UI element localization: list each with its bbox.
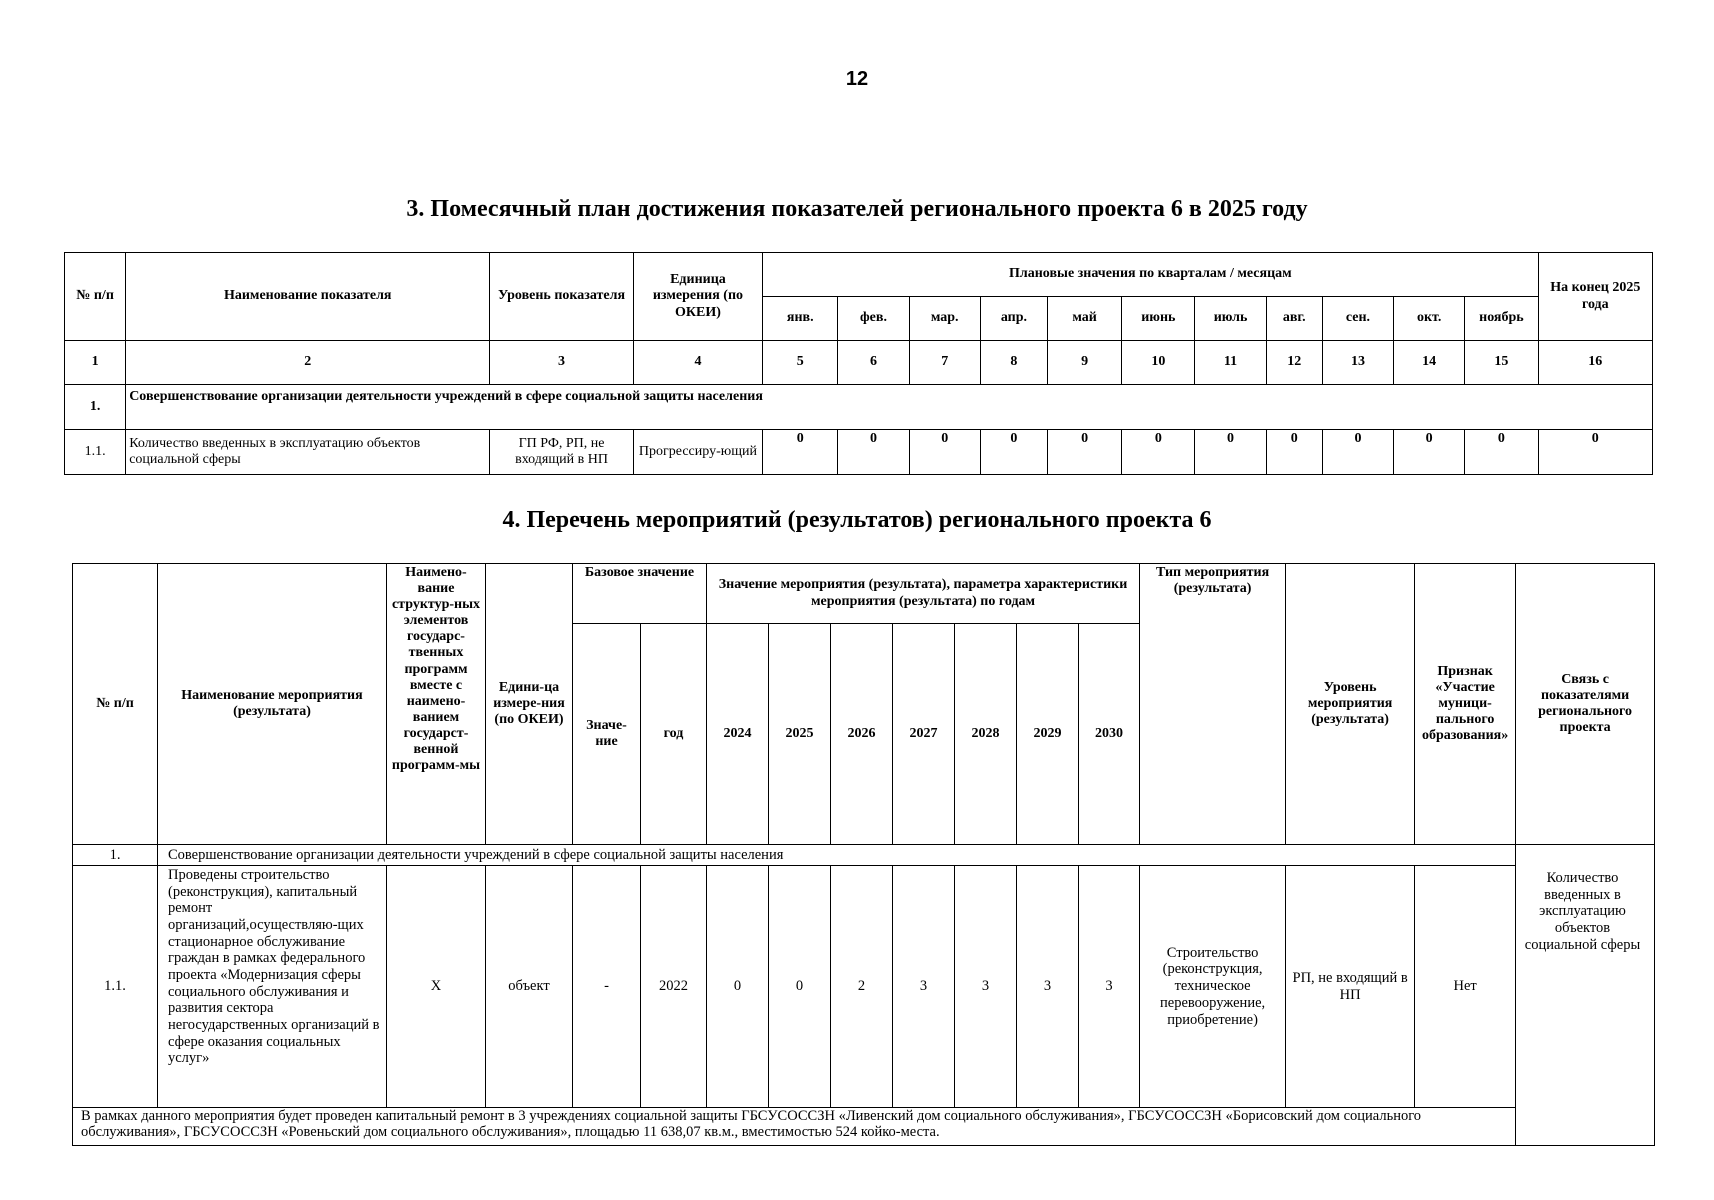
- header-year: 2028: [955, 624, 1017, 845]
- column-number: 14: [1394, 341, 1465, 385]
- column-number-row: [65, 341, 1653, 385]
- row-activity-type: Строительство (реконструкция, техническое перевооружение, приобретение): [1140, 866, 1286, 1108]
- row-month-value: 0: [763, 430, 838, 475]
- row-year-value: 3: [1017, 866, 1079, 1108]
- column-number: 2: [126, 341, 490, 385]
- row-month-value: 0: [1266, 430, 1322, 475]
- row-year-value: 2: [831, 866, 893, 1108]
- header-year: 2024: [707, 624, 769, 845]
- header-base-value-value: Значе-ние: [573, 624, 641, 845]
- column-number: 1: [65, 341, 126, 385]
- row-indicator-level: ГП РФ, РП, не входящий в НП: [490, 430, 633, 475]
- row-activity-name: Проведены строительство (реконструкция), капитальный ремонт организаций,осуществляю-щих стационарное обслуживание граждан в рамках федерального проекта «Модернизация сферы социального обслуживания и развития сектора негосударственных организаций в сфере оказания социальных услуг»: [158, 866, 387, 1108]
- column-number: 4: [633, 341, 762, 385]
- column-number: 7: [909, 341, 980, 385]
- row-unit: объект: [486, 866, 573, 1108]
- group-num: 1.: [65, 385, 126, 430]
- row-unit: Прогрессиру-ющий: [633, 430, 762, 475]
- header-indicator-level: Уровень показателя: [490, 253, 633, 341]
- header-month: мар.: [909, 297, 980, 341]
- header-month: фев.: [838, 297, 909, 341]
- header-month: май: [1048, 297, 1122, 341]
- header-indicator-name: Наименование показателя: [126, 253, 490, 341]
- header-year: 2025: [769, 624, 831, 845]
- header-month: сен.: [1322, 297, 1393, 341]
- row-base-year: 2022: [641, 866, 707, 1108]
- header-activity-name: Наименование мероприятия (результата): [158, 564, 387, 845]
- column-number: 16: [1538, 341, 1652, 385]
- row-month-value: 0: [838, 430, 909, 475]
- header-num: № п/п: [73, 564, 158, 845]
- row-year-value: 3: [955, 866, 1017, 1108]
- header-unit: Едини-ца измере-ния (по ОКЕИ): [486, 564, 573, 845]
- header-year: 2030: [1079, 624, 1140, 845]
- group-row: [73, 845, 1655, 866]
- header-year: 2027: [893, 624, 955, 845]
- header-base-value-year: год: [641, 624, 707, 845]
- row-year-value: 0: [707, 866, 769, 1108]
- activities-table: [72, 563, 1655, 1146]
- row-month-value: 0: [1465, 430, 1538, 475]
- group-name: Совершенствование организации деятельности учреждений в сфере социальной защиты населения: [158, 845, 1516, 866]
- header-month: авг.: [1266, 297, 1322, 341]
- row-structural-elements: Х: [387, 866, 486, 1108]
- header-month: апр.: [980, 297, 1047, 341]
- row-municipal-participation: Нет: [1415, 866, 1516, 1108]
- section3-title: 3. Помесячный план достижения показателей регионального проекта 6 в 2025 году: [406, 196, 1308, 222]
- row-month-value: 0: [1048, 430, 1122, 475]
- header-unit: Единица измерения (по ОКЕИ): [633, 253, 762, 341]
- column-number: 3: [490, 341, 633, 385]
- row-month-value: 0: [1394, 430, 1465, 475]
- header-month: окт.: [1394, 297, 1465, 341]
- header-month: июль: [1195, 297, 1266, 341]
- header-values-by-year: Значение мероприятия (результата), параметра характеристики мероприятия (результата) по годам: [707, 564, 1140, 624]
- header-indicator-link: Связь с показателями регионального проекта: [1516, 564, 1655, 845]
- group-row: [65, 385, 1653, 430]
- column-number: 13: [1322, 341, 1393, 385]
- header-month: июнь: [1122, 297, 1195, 341]
- section4-title: 4. Перечень мероприятий (результатов) регионального проекта 6: [502, 507, 1212, 533]
- row-month-value: 0: [909, 430, 980, 475]
- row-month-value: 0: [980, 430, 1047, 475]
- row-year-value: 0: [769, 866, 831, 1108]
- table-row: [65, 430, 1653, 475]
- header-structural-elements: Наимено-вание структур-ных элементов государс-твенных программ вместе с наимено-ванием государст-венной программ-мы: [387, 564, 486, 845]
- monthly-plan-table: [64, 252, 1653, 475]
- header-activity-type: Тип мероприятия (результата): [1140, 564, 1286, 845]
- group-num: 1.: [73, 845, 158, 866]
- header-planned-values: Плановые значения по кварталам / месяцам: [763, 253, 1538, 297]
- column-number: 15: [1465, 341, 1538, 385]
- column-number: 8: [980, 341, 1047, 385]
- row-year-value: 3: [893, 866, 955, 1108]
- header-month: янв.: [763, 297, 838, 341]
- row-year-value: 3: [1079, 866, 1140, 1108]
- row-month-value: 0: [1322, 430, 1393, 475]
- column-number: 11: [1195, 341, 1266, 385]
- note-row: [73, 1108, 1655, 1146]
- row-activity-level: РП, не входящий в НП: [1286, 866, 1415, 1108]
- header-year-end: На конец 2025 года: [1538, 253, 1652, 341]
- header-month: ноябрь: [1465, 297, 1538, 341]
- header-year: 2029: [1017, 624, 1079, 845]
- row-indicator-name: Количество введенных в эксплуатацию объектов социальной сферы: [126, 430, 490, 475]
- group-name: Совершенствование организации деятельности учреждений в сфере социальной защиты населения: [126, 385, 1653, 430]
- row-month-value: 0: [1195, 430, 1266, 475]
- column-number: 9: [1048, 341, 1122, 385]
- header-num: № п/п: [65, 253, 126, 341]
- header-year: 2026: [831, 624, 893, 845]
- page-number: 12: [845, 68, 869, 90]
- header-base-value: Базовое значение: [573, 564, 707, 624]
- table-row: [73, 866, 1655, 1108]
- row-month-value: 0: [1122, 430, 1195, 475]
- row-num: 1.1.: [73, 866, 158, 1108]
- activity-note: В рамках данного мероприятия будет проведен капитальный ремонт в 3 учреждениях социальной защиты ГБСУСОССЗН «Ливенский дом социального обслуживания», ГБСУСОССЗН «Борисовский дом социального обслуживания», ГБСУСОССЗН «Ровеньский дом социального обслуживания», площадью 11 638,07 кв.м., вместимостью 524 койко-места.: [73, 1108, 1516, 1146]
- column-number: 10: [1122, 341, 1195, 385]
- header-municipal-participation: Признак «Участие муници-пального образования»: [1415, 564, 1516, 845]
- header-activity-level: Уровень мероприятия (результата): [1286, 564, 1415, 845]
- row-base-value: -: [573, 866, 641, 1108]
- row-indicator-link: Количество введенных в эксплуатацию объектов социальной сферы: [1524, 870, 1641, 953]
- column-number: 6: [838, 341, 909, 385]
- row-year-end-value: 0: [1538, 430, 1652, 475]
- column-number: 5: [763, 341, 838, 385]
- row-num: 1.1.: [65, 430, 126, 475]
- column-number: 12: [1266, 341, 1322, 385]
